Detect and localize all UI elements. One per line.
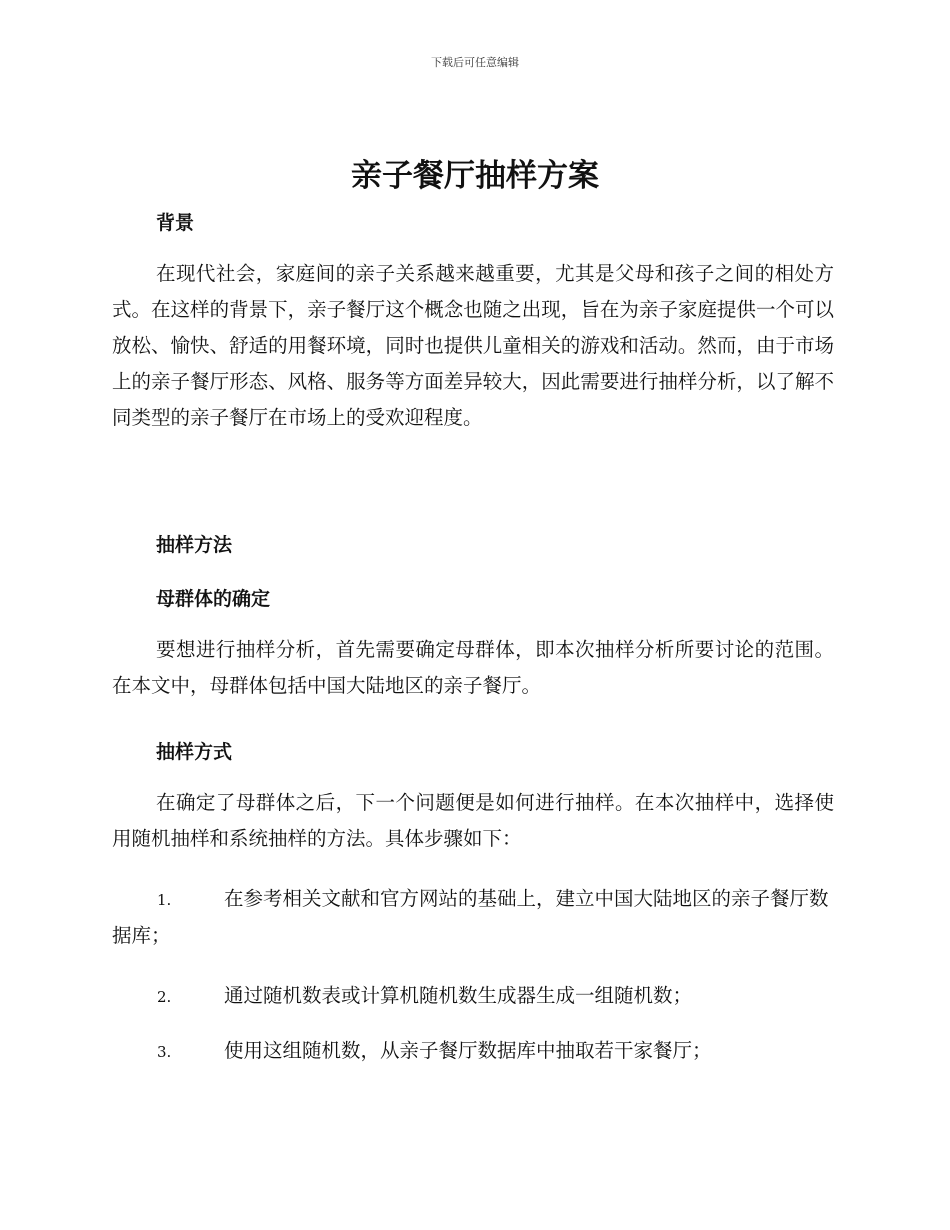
list-item xyxy=(112,881,834,954)
list-item-text: 在参考相关文献和官方网站的基础上，建立中国大陆地区的亲子餐厅数据库； xyxy=(112,887,829,947)
section-heading-method: 抽样方法 xyxy=(156,534,233,556)
list-item xyxy=(112,978,834,1015)
page-header-note: 下载后可任意编辑 xyxy=(431,56,519,69)
background-paragraph: 在现代社会，家庭间的亲子关系越来越重要，尤其是父母和孩子之间的相处方式。在这样的背景下，亲子餐厅这个概念也随之出现，旨在为亲子家庭提供一个可以放松、愉快、舒适的用餐环境，同时也提供儿童相关的游戏和活动。然而，由于市场上的亲子餐厅形态、风格、服务等方面差异较大，因此需要进行抽样分析，以了解不同类型的亲子餐厅在市场上的受欢迎程度。 xyxy=(112,262,834,429)
subsection-heading-population: 母群体的确定 xyxy=(156,588,271,610)
list-item-text: 通过随机数表或计算机随机数生成器生成一组随机数； xyxy=(224,984,693,1007)
section-heading-background: 背景 xyxy=(156,212,195,234)
population-paragraph: 要想进行抽样分析，首先需要确定母群体，即本次抽样分析所要讨论的范围。在本文中，母群体包括中国大陆地区的亲子餐厅。 xyxy=(112,638,834,697)
list-item-number: 3. xyxy=(157,1043,172,1061)
sampling-paragraph: 在确定了母群体之后，下一个问题便是如何进行抽样。在本次抽样中，选择使用随机抽样和系统抽样的方法。具体步骤如下： xyxy=(112,791,834,850)
list-item-number: 2. xyxy=(157,988,172,1006)
subsection-heading-sampling: 抽样方式 xyxy=(156,741,233,763)
list-item-text: 使用这组随机数，从亲子餐厅数据库中抽取若干家餐厅； xyxy=(224,1039,712,1062)
list-item xyxy=(112,1033,834,1070)
document-title: 亲子餐厅抽样方案 xyxy=(351,158,599,194)
list-item-number: 1. xyxy=(157,891,172,909)
